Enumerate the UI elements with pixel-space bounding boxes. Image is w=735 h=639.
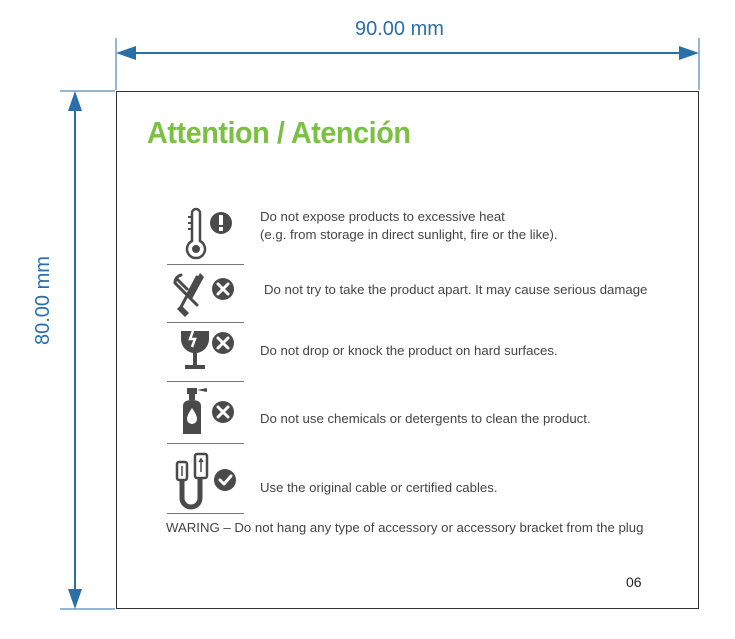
warning-text-secondary: (e.g. from storage in direct sunlight, fire or the like).: [260, 227, 558, 242]
fragile-glass-prohibited-icon: [167, 325, 243, 377]
row-divider: [167, 322, 244, 323]
page-number: 06: [626, 574, 642, 590]
usb-cable-approved-icon: [167, 452, 243, 514]
warning-text: Do not drop or knock the product on hard surfaces.: [260, 343, 558, 358]
width-dimension-label: 90.00 mm: [355, 18, 444, 40]
warning-text: Do not use chemicals or detergents to clean the product.: [260, 411, 591, 426]
height-dimension-label: 80.00 mm: [32, 256, 54, 345]
row-divider: [167, 264, 244, 265]
label-title: Attention / Atención: [147, 115, 411, 150]
spray-bottle-prohibited-icon: [167, 386, 243, 440]
warning-text: Do not expose products to excessive heat: [260, 209, 505, 224]
row-divider: [167, 513, 244, 514]
thermometer-alert-icon: [167, 205, 243, 263]
tools-prohibited-icon: [167, 267, 243, 321]
warning-text: Do not try to take the product apart. It may cause serious damage: [264, 282, 648, 297]
row-divider: [167, 443, 244, 444]
warning-text: Use the original cable or certified cables.: [260, 480, 498, 495]
row-divider: [167, 381, 244, 382]
plug-warning-text: WARING – Do not hang any type of accessory or accessory bracket from the plug: [166, 520, 644, 535]
